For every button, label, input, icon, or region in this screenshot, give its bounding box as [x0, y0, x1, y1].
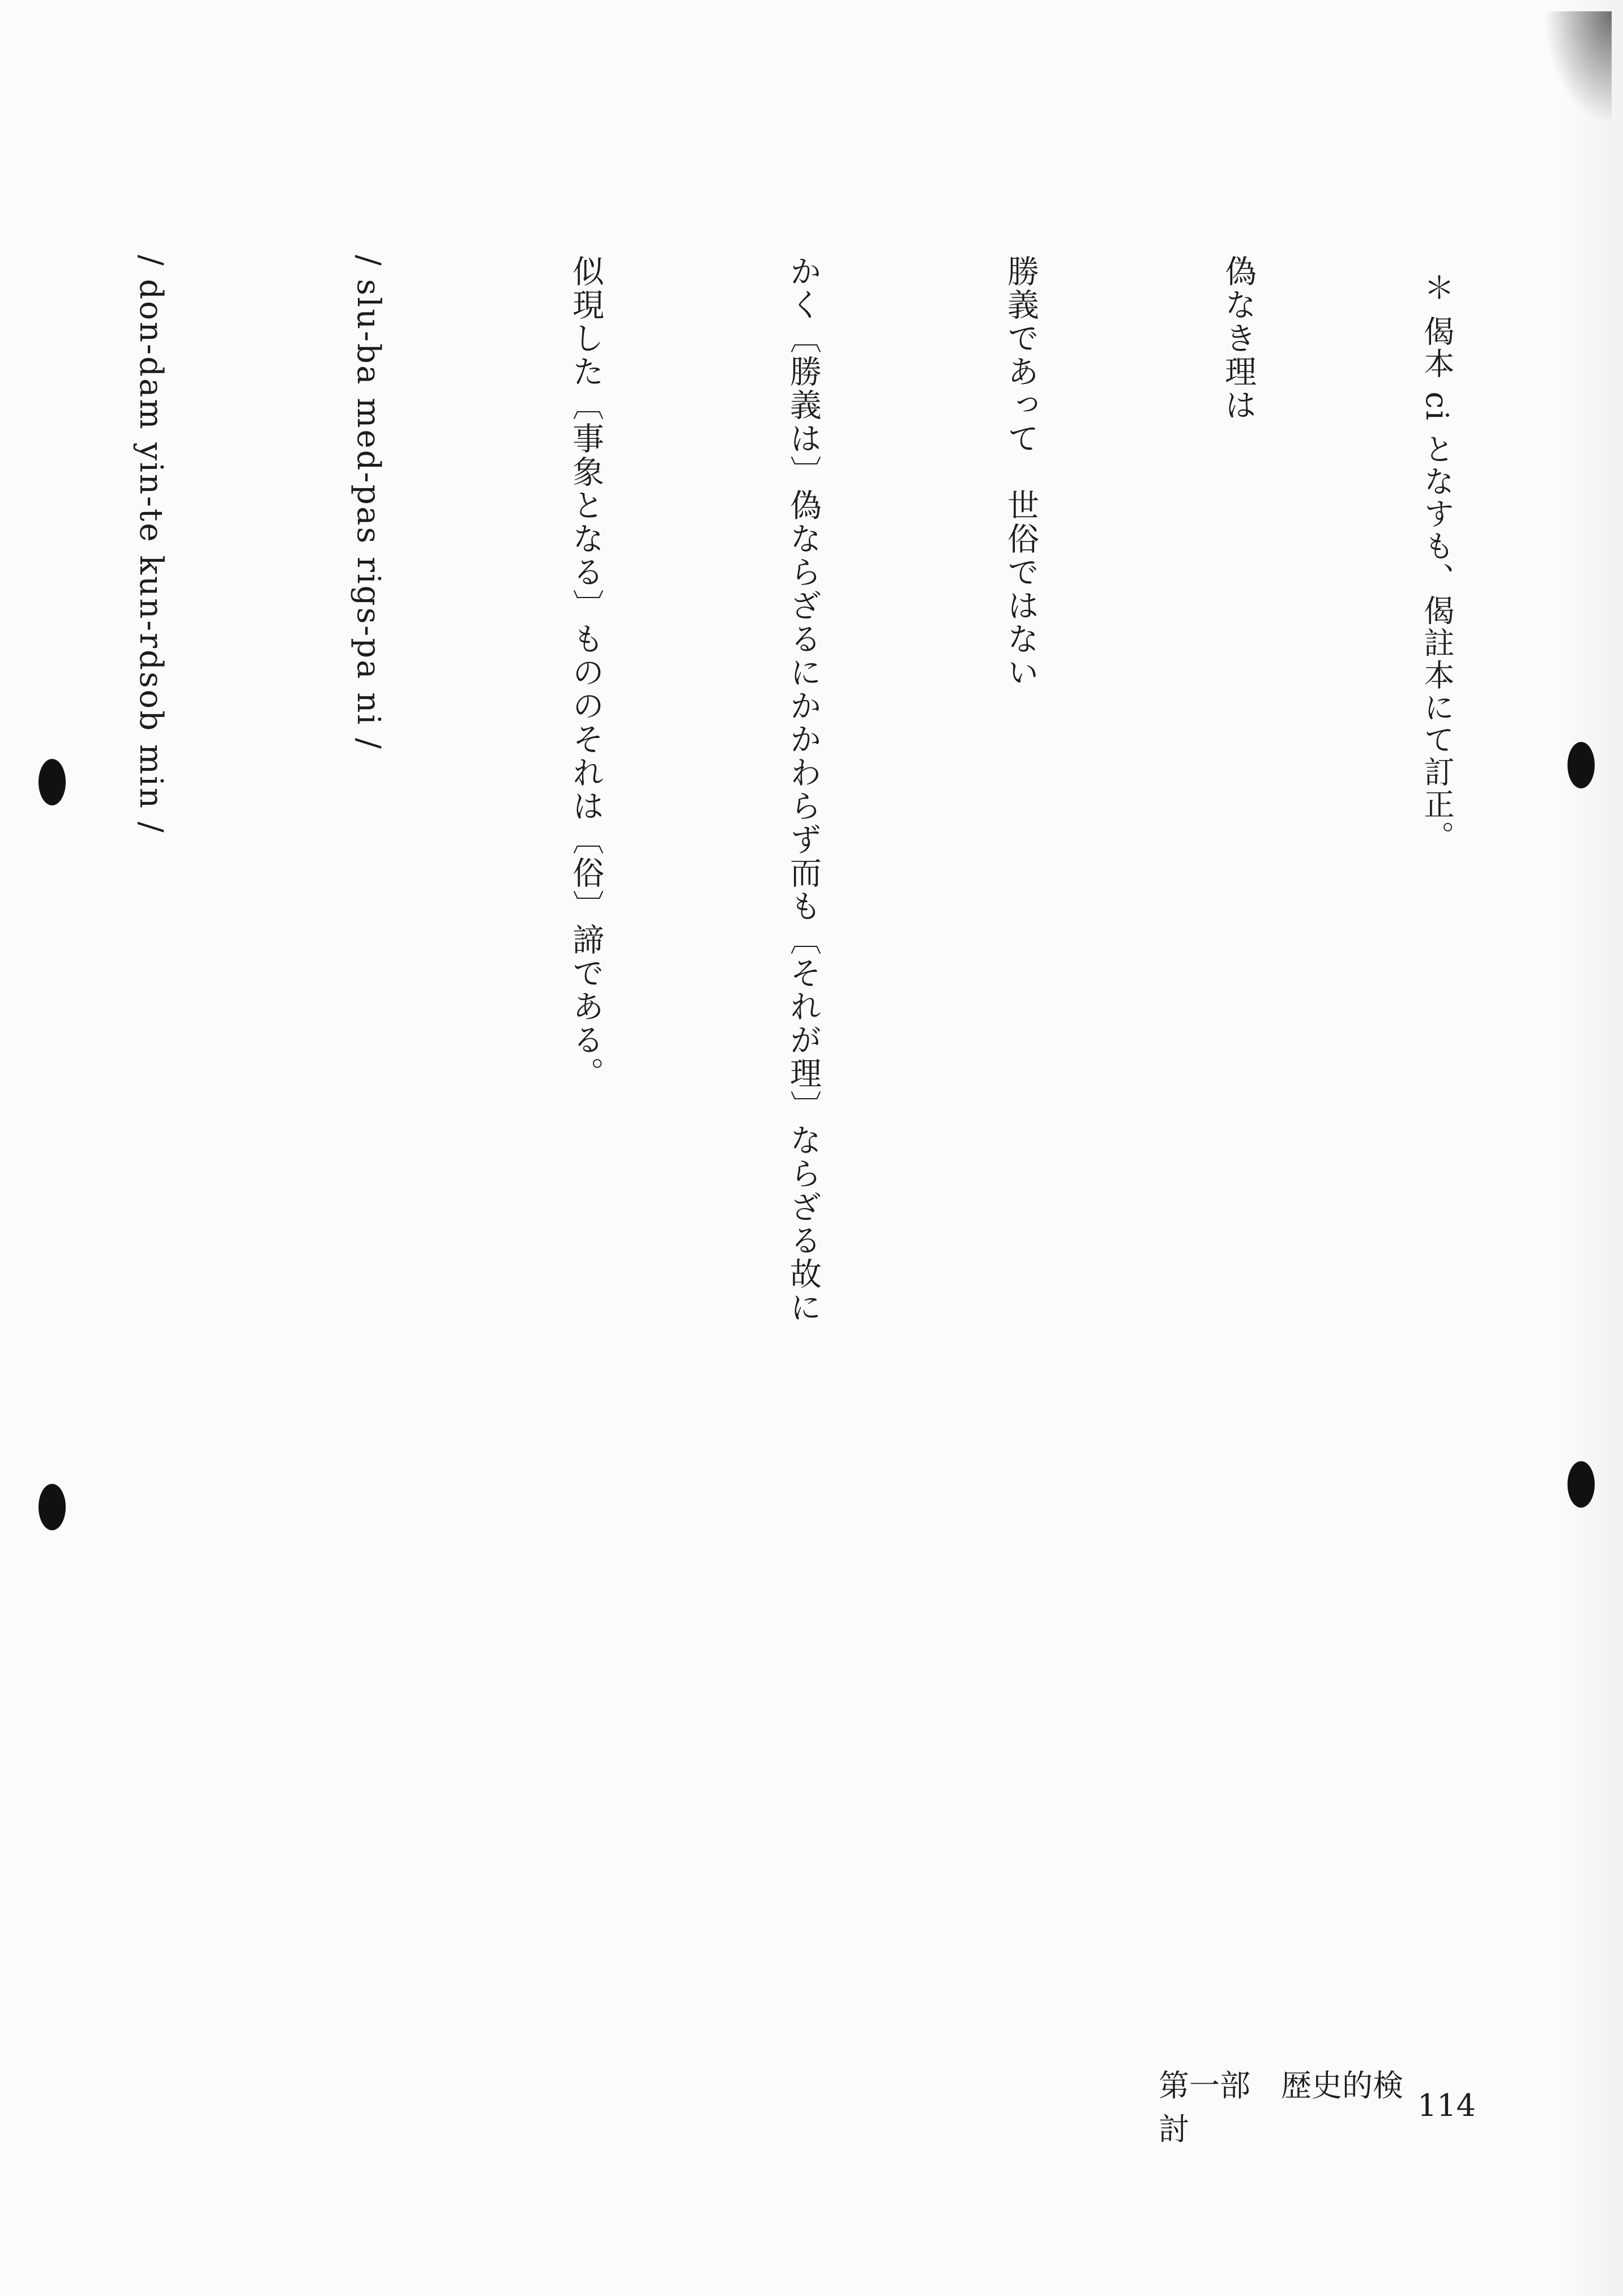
verse-line: かく〔勝義は〕偽ならざるにかかわらず而も〔それが理〕ならざる故に	[785, 255, 822, 1324]
tibetan-verse-line: / don-dam yin-te kun-rdsob min /	[133, 255, 169, 834]
running-header	[1159, 2062, 1476, 2149]
verse-line: 勝義であって 世俗ではない	[1002, 255, 1039, 689]
binder-hole-mark	[1568, 1461, 1595, 1508]
binder-hole-mark	[1568, 742, 1595, 788]
scan-edge-shadow	[1561, 0, 1623, 2296]
verse-line: 偽なき理は	[1220, 255, 1257, 422]
page-number: 114	[1417, 2087, 1476, 2123]
tibetan-verse-line: / slu-ba med-pas rigs-pa ni /	[350, 255, 387, 750]
main-text	[0, 255, 1419, 2124]
running-head-section: 第一部 歴史的検討	[1159, 2068, 1403, 2147]
footnote-correction: ＊ 偈本 ci となすも、偈註本にて訂正。	[1419, 272, 1455, 853]
verse-line: 似現した〔事象となる〕もののそれは〔俗〕諦である。	[567, 255, 604, 1090]
scan-corner-smudge	[1544, 11, 1612, 125]
